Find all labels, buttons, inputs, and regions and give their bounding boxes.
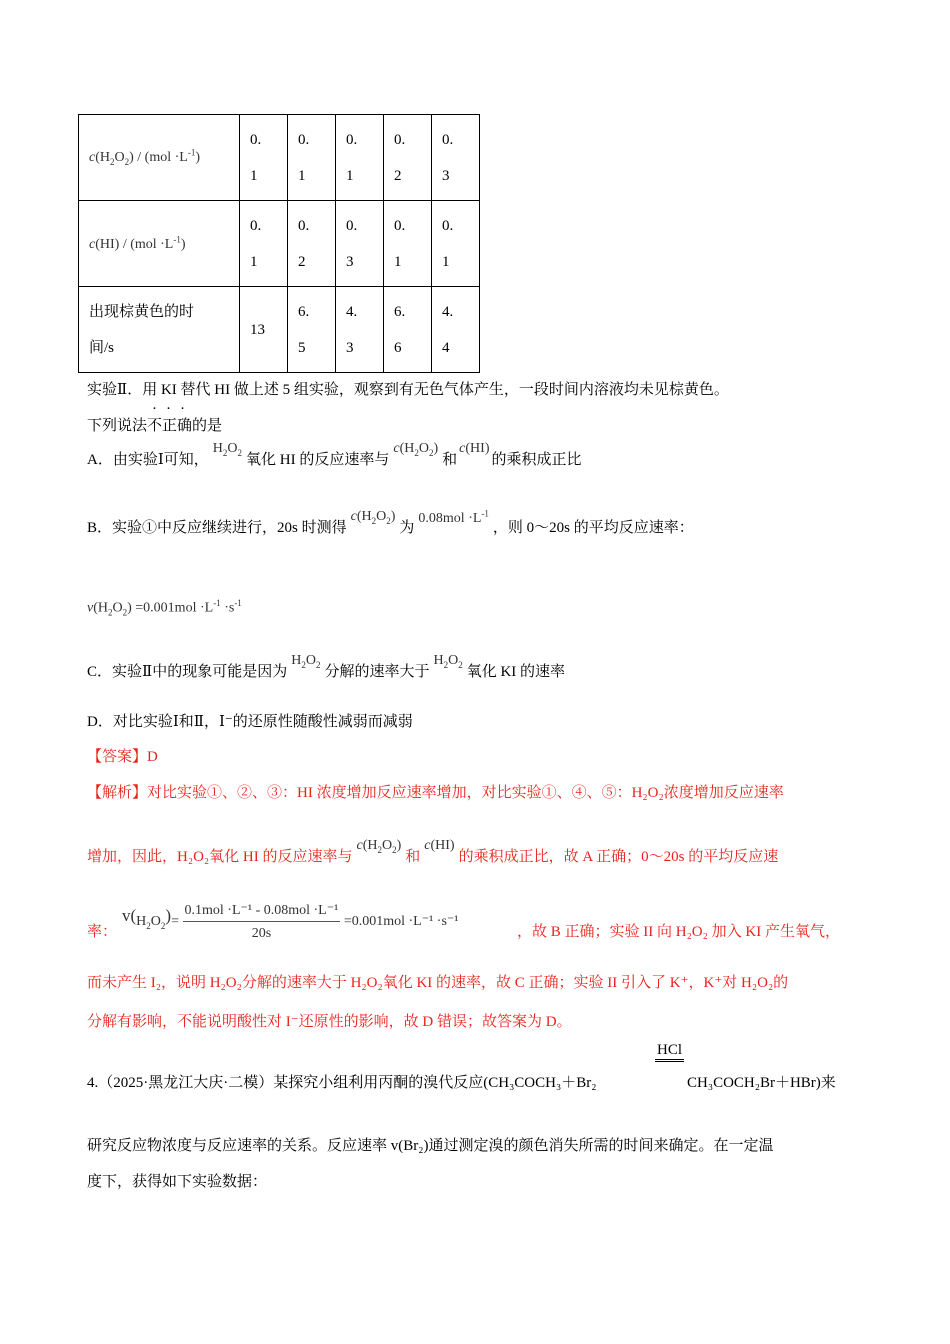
analysis-line-3-prefix: 率： [87,924,118,940]
answer: 【答案】D [87,749,158,765]
option-a-text: A．由实验Ⅰ可知， [87,452,209,468]
table-cell: 13 [240,287,288,373]
analysis-line-1: 【解析】对比实验①、②、③：HI 浓度增加反应速率增加，对比实验①、④、⑤：H₂O₂浓度增加反应速率 [87,785,784,801]
table-cell: 0. 1 [240,201,288,287]
emphasis-dotted [147,418,192,434]
table-row [79,287,480,373]
question-4-line-1a: 4.（2025·黑龙江大庆·二模）某探究小组利用丙酮的溴代反应(CH₃COCH₃＋Br₂ [87,1075,597,1091]
option-d: D．对比实验Ⅰ和Ⅱ，Ⅰ⁻的还原性随酸性减弱而减弱 [87,714,413,730]
experiment-2-text: 实验Ⅱ．用 KI 替代 HI 做上述 5 组实验，观察到有无色气体产生，一段时间内溶液均未见棕黄色。 [87,382,729,398]
question-text: 下列说法不正确的是 [87,418,223,434]
analysis-line-3-suffix: ，故 B 正确；实验 II 向 H₂O₂ 加入 KI 产生氧气， [517,924,840,940]
table-cell: 6. 5 [288,287,336,373]
option-b: B．实验①中反应继续进行，20s 时测得$c(H_2O_2)$为$0.08mol \cdot L^{-1}$，则 0～20s 的平均反应速率： [87,508,694,536]
table-cell: 6. 6 [384,287,432,373]
question-4-line-3: 度下，获得如下实验数据： [87,1174,268,1190]
option-c: C．实验Ⅱ中的现象可能是因为$H_2O_2$ 分解的速率大于$H_2O_2$ 氧化 KI 的速率 [87,653,566,680]
option-a: A．由实验Ⅰ可知，$H_2O_2$ 氧化 HI 的反应速率与$c(H_2O_2)$和c(HI)的乘积成正比 [87,441,582,468]
table-cell: 4. 4 [432,287,480,373]
table-cell: 0. 3 [336,201,384,287]
reaction-condition: HCl [655,1041,684,1062]
table-cell: 0. 2 [288,201,336,287]
table-row [79,115,480,201]
table-cell: 0. 1 [384,201,432,287]
experiment-table [78,114,480,373]
fraction-denominator: 20s [251,926,272,941]
table-cell: 0. 3 [432,115,480,201]
row-label-hi: $c(HI) / (mol \cdot L^{-1})$ [79,201,240,287]
table-row [79,201,480,287]
option-b-text-3: ，则 0～20s 的平均反应速率： [492,520,694,536]
table-cell: 4. 3 [336,287,384,373]
rate-fraction [183,902,341,942]
row-label-time: 出现棕黄色的时 间/s [79,287,240,373]
analysis-line-5: 分解有影响，不能说明酸性对 I⁻还原性的影响，故 D 错误；故答案为 D。 [87,1014,572,1030]
option-c-text-2: 分解的速率大于 [324,664,430,680]
analysis-line-4: 而未产生 I₂，说明 H₂O₂分解的速率大于 H₂O₂氧化 KI 的速率，故 C 正确；实验 II 引入了 K⁺，K⁺对 H₂O₂的 [87,975,789,991]
analysis-rate-formula: $v(H_2O_2)=$ $\frac{\text{0.1mol ·L⁻¹ - 0.08mol ·L⁻¹}}{20s}$ =0.001mol ·L⁻¹ ·s⁻¹ [122,903,459,941]
analysis-line-2: 增加，因此，H₂O₂氧化 HI 的反应速率与$c(H_2O_2)$和c(HI)的乘积成正比，故 A 正确；0～20s 的平均反应速 [87,838,779,865]
option-b-formula: $v(H_2O_2) =0.001mol \cdot L^{-1} \cdot s^{-1}$ [87,598,242,618]
table-cell: 0. 1 [432,201,480,287]
emphasis-dots: ··· [152,401,194,417]
row-label-h2o2: $c(H_2O_2) / (mol \cdot L^{-1})$ [79,115,240,201]
table-cell: 0. 1 [240,115,288,201]
option-a-and: 和 [442,452,458,468]
option-a-text-3: 的乘积成正比 [491,452,582,468]
option-c-text: C．实验Ⅱ中的现象可能是因为 [87,664,288,680]
option-b-text: B．实验①中反应继续进行，20s 时测得 [87,520,347,536]
question-4-line-1b: CH₃COCH₂Br＋HBr)来 [687,1075,836,1091]
table-cell: 0. 1 [336,115,384,201]
rate-result: =0.001mol ·L⁻¹ ·s⁻¹ [343,914,459,930]
option-c-text-3: 氧化 KI 的速率 [466,664,566,680]
question-4-line-2: 研究反应物浓度与反应速率的关系。反应速率 v(Br₂)通过测定溴的颜色消失所需的时间来确定。在一定温 [87,1138,774,1154]
dotted-text: 不正确 [147,418,193,434]
option-a-text-2: 氧化 HI 的反应速率与 [246,452,390,468]
fraction-numerator: 0.1mol ·L⁻¹ - 0.08mol ·L⁻¹ [183,902,341,922]
option-b-text-2: 为 [399,520,415,536]
table-cell: 0. 2 [384,115,432,201]
table-cell: 0. 1 [288,115,336,201]
